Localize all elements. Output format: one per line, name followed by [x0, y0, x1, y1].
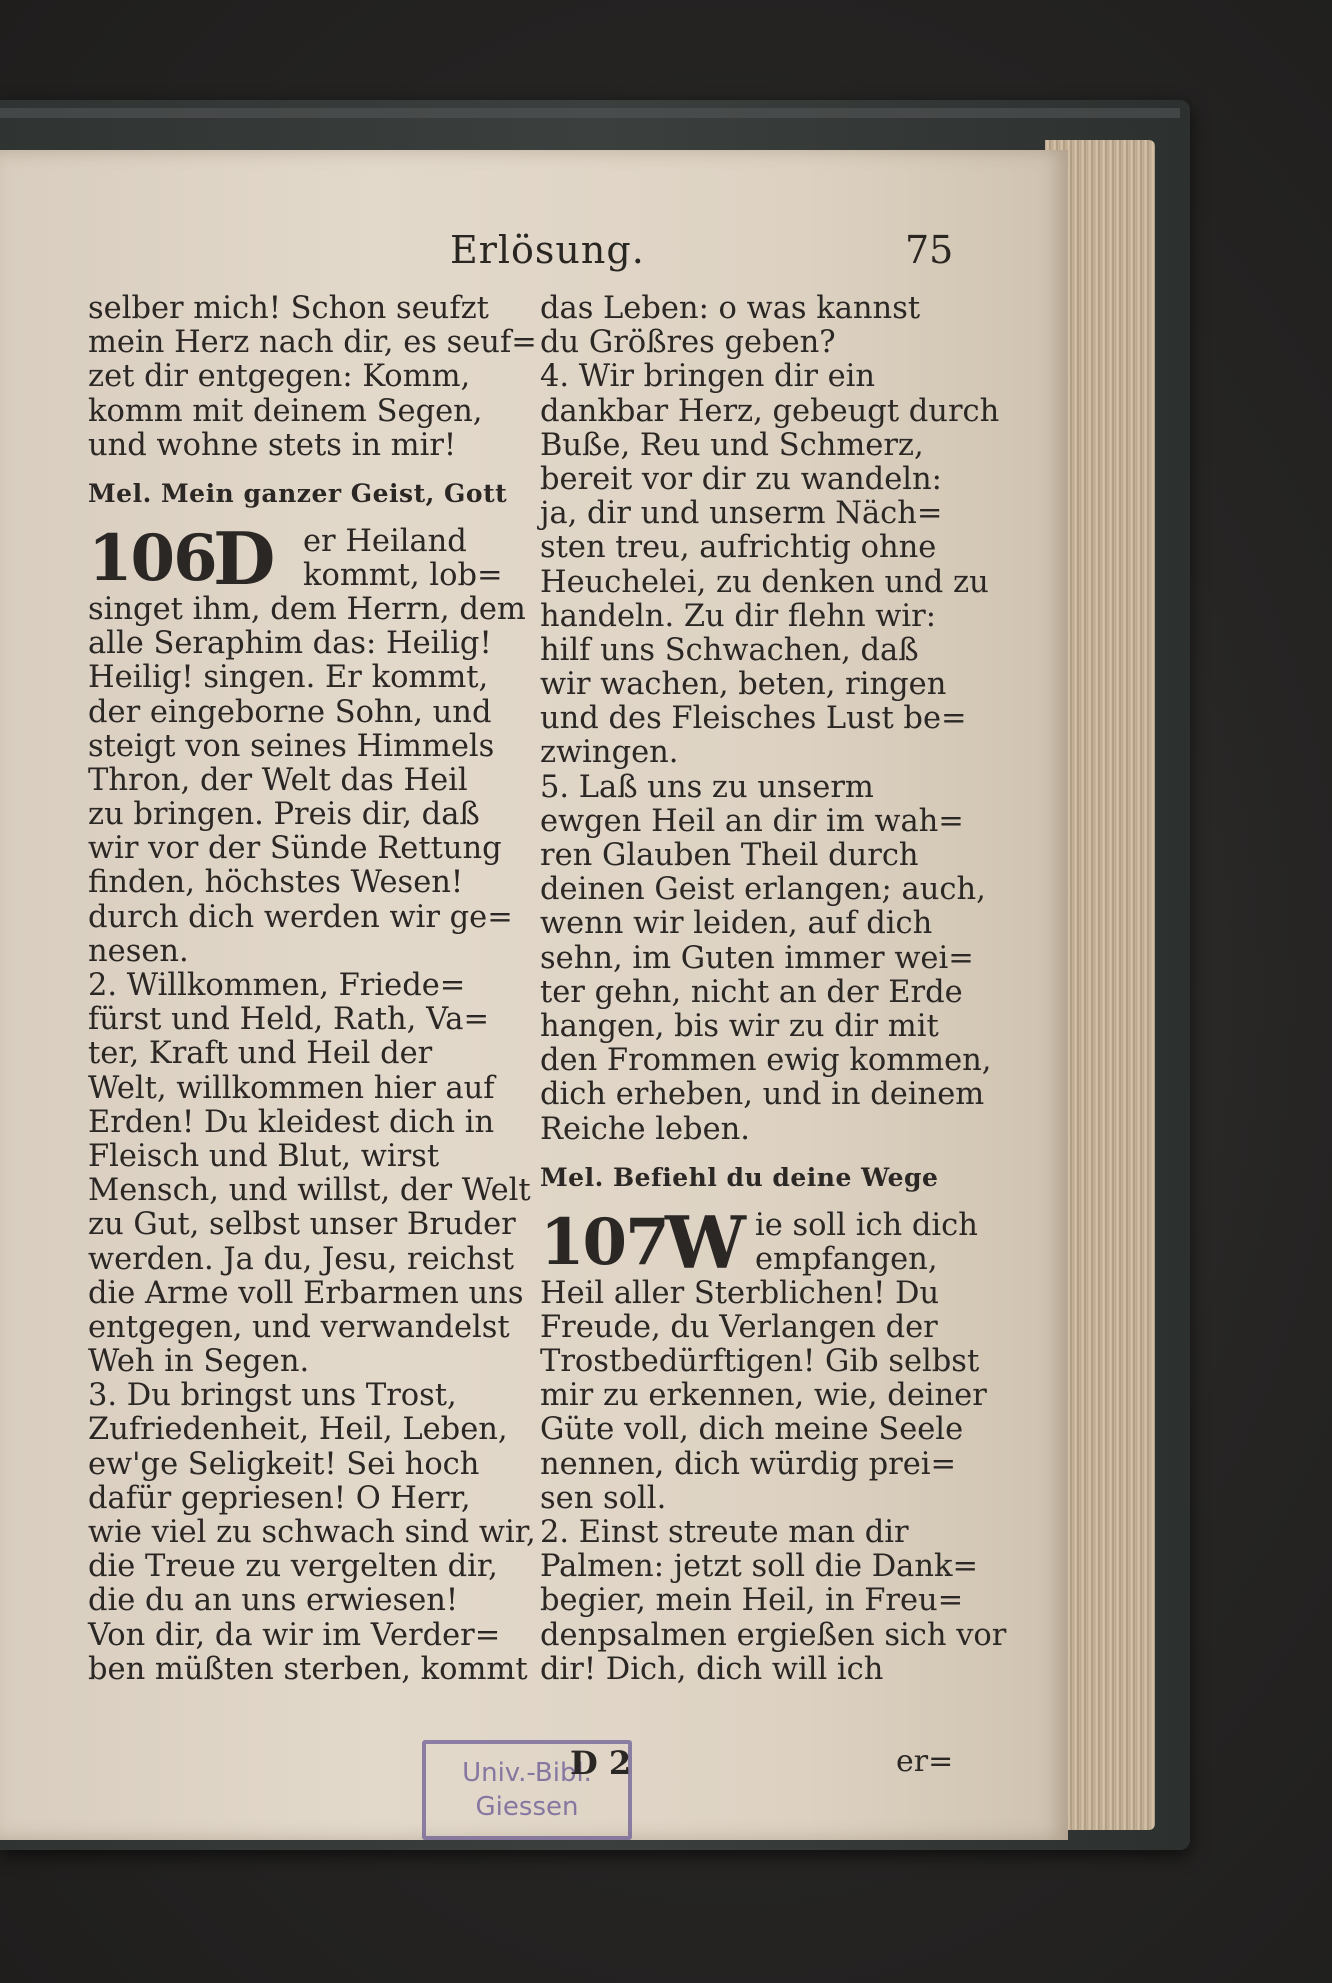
text-line: selber mich! Schon seufzt: [88, 291, 489, 326]
text-line: der eingeborne Sohn, und: [88, 694, 492, 730]
text-line: Güte voll, dich meine Seele: [540, 1412, 964, 1448]
text-line: Reiche leben.: [540, 1111, 750, 1147]
text-line: sten treu, aufrichtig ohne: [540, 530, 937, 566]
stamp-line: Giessen: [475, 1792, 579, 1822]
text-line: die du an uns erwiesen!: [88, 1583, 459, 1619]
hymn-first-line: ie soll ich dich: [755, 1207, 978, 1243]
text-line: zet dir entgegen: Komm,: [88, 359, 471, 395]
text-line: Trostbedürftigen! Gib selbst: [540, 1344, 980, 1380]
text-line: denpsalmen ergießen sich vor: [540, 1617, 1007, 1653]
left-text-top: [88, 291, 537, 463]
hymn-number: 107: [540, 1204, 668, 1280]
text-line: Weh in Segen.: [88, 1344, 310, 1380]
text-line: deinen Geist erlangen; auch,: [540, 872, 986, 908]
text-line: Erden! Du kleidest dich in: [88, 1104, 495, 1140]
right-column: [540, 291, 1007, 1687]
text-line: 2. Einst streute man dir: [540, 1515, 909, 1550]
text-line: hilf uns Schwachen, daß: [540, 632, 919, 668]
text-line: komm mit deinem Segen,: [88, 393, 483, 429]
hymn-heading: [88, 515, 508, 601]
text-line: fürst und Held, Rath, Va=: [88, 1002, 490, 1038]
melody-note: Mel. Befiehl du deine Wege: [540, 1162, 939, 1192]
drop-cap: D: [213, 515, 276, 601]
text-line: zwingen.: [540, 735, 679, 771]
drop-cap: W: [665, 1199, 746, 1285]
text-line: Welt, willkommen hier auf: [88, 1070, 495, 1106]
text-line: mir zu erkennen, wie, deiner: [540, 1378, 987, 1414]
text-line: das Leben: o was kannst: [540, 291, 921, 326]
text-line: und wohne stets in mir!: [88, 427, 457, 463]
hymn-heading: [540, 1199, 978, 1285]
text-line: dich erheben, und in deinem: [540, 1077, 985, 1113]
hymn-first-line: er Heiland: [303, 523, 467, 559]
text-line: die Treue zu vergelten dir,: [88, 1549, 498, 1585]
text-line: alle Seraphim das: Heilig!: [88, 626, 492, 662]
text-line: werden. Ja du, Jesu, reichst: [88, 1241, 514, 1277]
text-line: 2. Willkommen, Friede=: [88, 968, 466, 1003]
text-line: dafür gepriesen! O Herr,: [88, 1480, 471, 1516]
text-line: hangen, bis wir zu dir mit: [540, 1008, 939, 1044]
right-text-bottom: [540, 1275, 1007, 1687]
text-line: die Arme voll Erbarmen uns: [88, 1275, 524, 1311]
text-line: ter, Kraft und Heil der: [88, 1036, 433, 1072]
text-line: dankbar Herz, gebeugt durch: [540, 393, 1000, 429]
text-line: ew'ge Seligkeit! Sei hoch: [88, 1446, 480, 1482]
text-line: Heuchelei, zu denken und zu: [540, 564, 989, 600]
text-line: wir vor der Sünde Rettung: [88, 831, 502, 867]
text-line: Von dir, da wir im Verder=: [88, 1617, 501, 1653]
text-line: Buße, Reu und Schmerz,: [540, 427, 924, 463]
text-line: ewgen Heil an dir im wah=: [540, 803, 964, 839]
melody-note: Mel. Mein ganzer Geist, Gott: [88, 478, 508, 508]
signature-mark: D 2: [570, 1744, 632, 1782]
text-line: dir! Dich, dich will ich: [540, 1651, 884, 1687]
text-line: singet ihm, dem Herrn, dem: [88, 591, 526, 627]
text-line: den Frommen ewig kommen,: [540, 1043, 992, 1079]
text-line: ben müßten sterben, kommt: [88, 1651, 528, 1687]
text-line: 5. Laß uns zu unserm: [540, 769, 874, 805]
text-line: zu bringen. Preis dir, daß: [88, 797, 480, 833]
page-number: 75: [905, 228, 954, 272]
text-line: sehn, im Guten immer wei=: [540, 940, 974, 976]
text-line: Fleisch und Blut, wirst: [88, 1138, 440, 1174]
right-text-top: [540, 291, 1000, 1147]
catchword: er=: [896, 1744, 954, 1779]
text-line: handeln. Zu dir flehn wir:: [540, 598, 937, 634]
text-line: Palmen: jetzt soll die Dank=: [540, 1549, 979, 1585]
text-line: wenn wir leiden, auf dich: [540, 906, 933, 942]
text-line: steigt von seines Himmels: [88, 728, 495, 764]
text-line: Mensch, und willst, der Welt: [88, 1173, 531, 1209]
text-line: ja, dir und unserm Näch=: [540, 496, 943, 532]
text-line: durch dich werden wir ge=: [88, 899, 513, 935]
cover-edge: [0, 108, 1180, 118]
text-line: 4. Wir bringen dir ein: [540, 359, 876, 395]
left-column: [88, 291, 537, 1687]
running-title: Erlösung.: [450, 228, 645, 272]
text-line: und des Fleisches Lust be=: [540, 701, 967, 737]
text-line: Zufriedenheit, Heil, Leben,: [88, 1412, 508, 1448]
text-line: bereit vor dir zu wandeln:: [540, 461, 942, 497]
text-line: wie viel zu schwach sind wir,: [88, 1515, 536, 1550]
text-line: nesen.: [88, 933, 189, 969]
hymn-second-line: empfangen,: [755, 1241, 938, 1277]
text-line: entgegen, und verwandelst: [88, 1309, 510, 1345]
page-header: [0, 228, 1068, 276]
text-line: du Größres geben?: [540, 325, 836, 361]
text-line: Thron, der Welt das Heil: [88, 762, 468, 798]
text-line: nennen, dich würdig prei=: [540, 1446, 957, 1482]
left-text-bottom: [88, 591, 536, 1687]
text-line: sen soll.: [540, 1480, 667, 1516]
text-line: Heilig! singen. Er kommt,: [88, 660, 489, 696]
text-line: wir wachen, beten, ringen: [540, 667, 947, 703]
text-line: finden, höchstes Wesen!: [88, 865, 464, 901]
text-line: mein Herz nach dir, es seuf=: [88, 325, 537, 361]
text-line: Freude, du Verlangen der: [540, 1309, 938, 1345]
hymn-number: 106: [88, 520, 216, 596]
stamp-line: Univ.-Bibl.: [462, 1758, 592, 1788]
text-line: begier, mein Heil, in Freu=: [540, 1583, 964, 1619]
text-line: ter gehn, nicht an der Erde: [540, 974, 963, 1010]
text-line: zu Gut, selbst unser Bruder: [88, 1207, 516, 1243]
text-line: 3. Du bringst uns Trost,: [88, 1378, 457, 1414]
text-line: ren Glauben Theil durch: [540, 838, 919, 873]
text-line: Heil aller Sterblichen! Du: [540, 1275, 940, 1311]
hymn-second-line: kommt, lob=: [303, 557, 503, 593]
